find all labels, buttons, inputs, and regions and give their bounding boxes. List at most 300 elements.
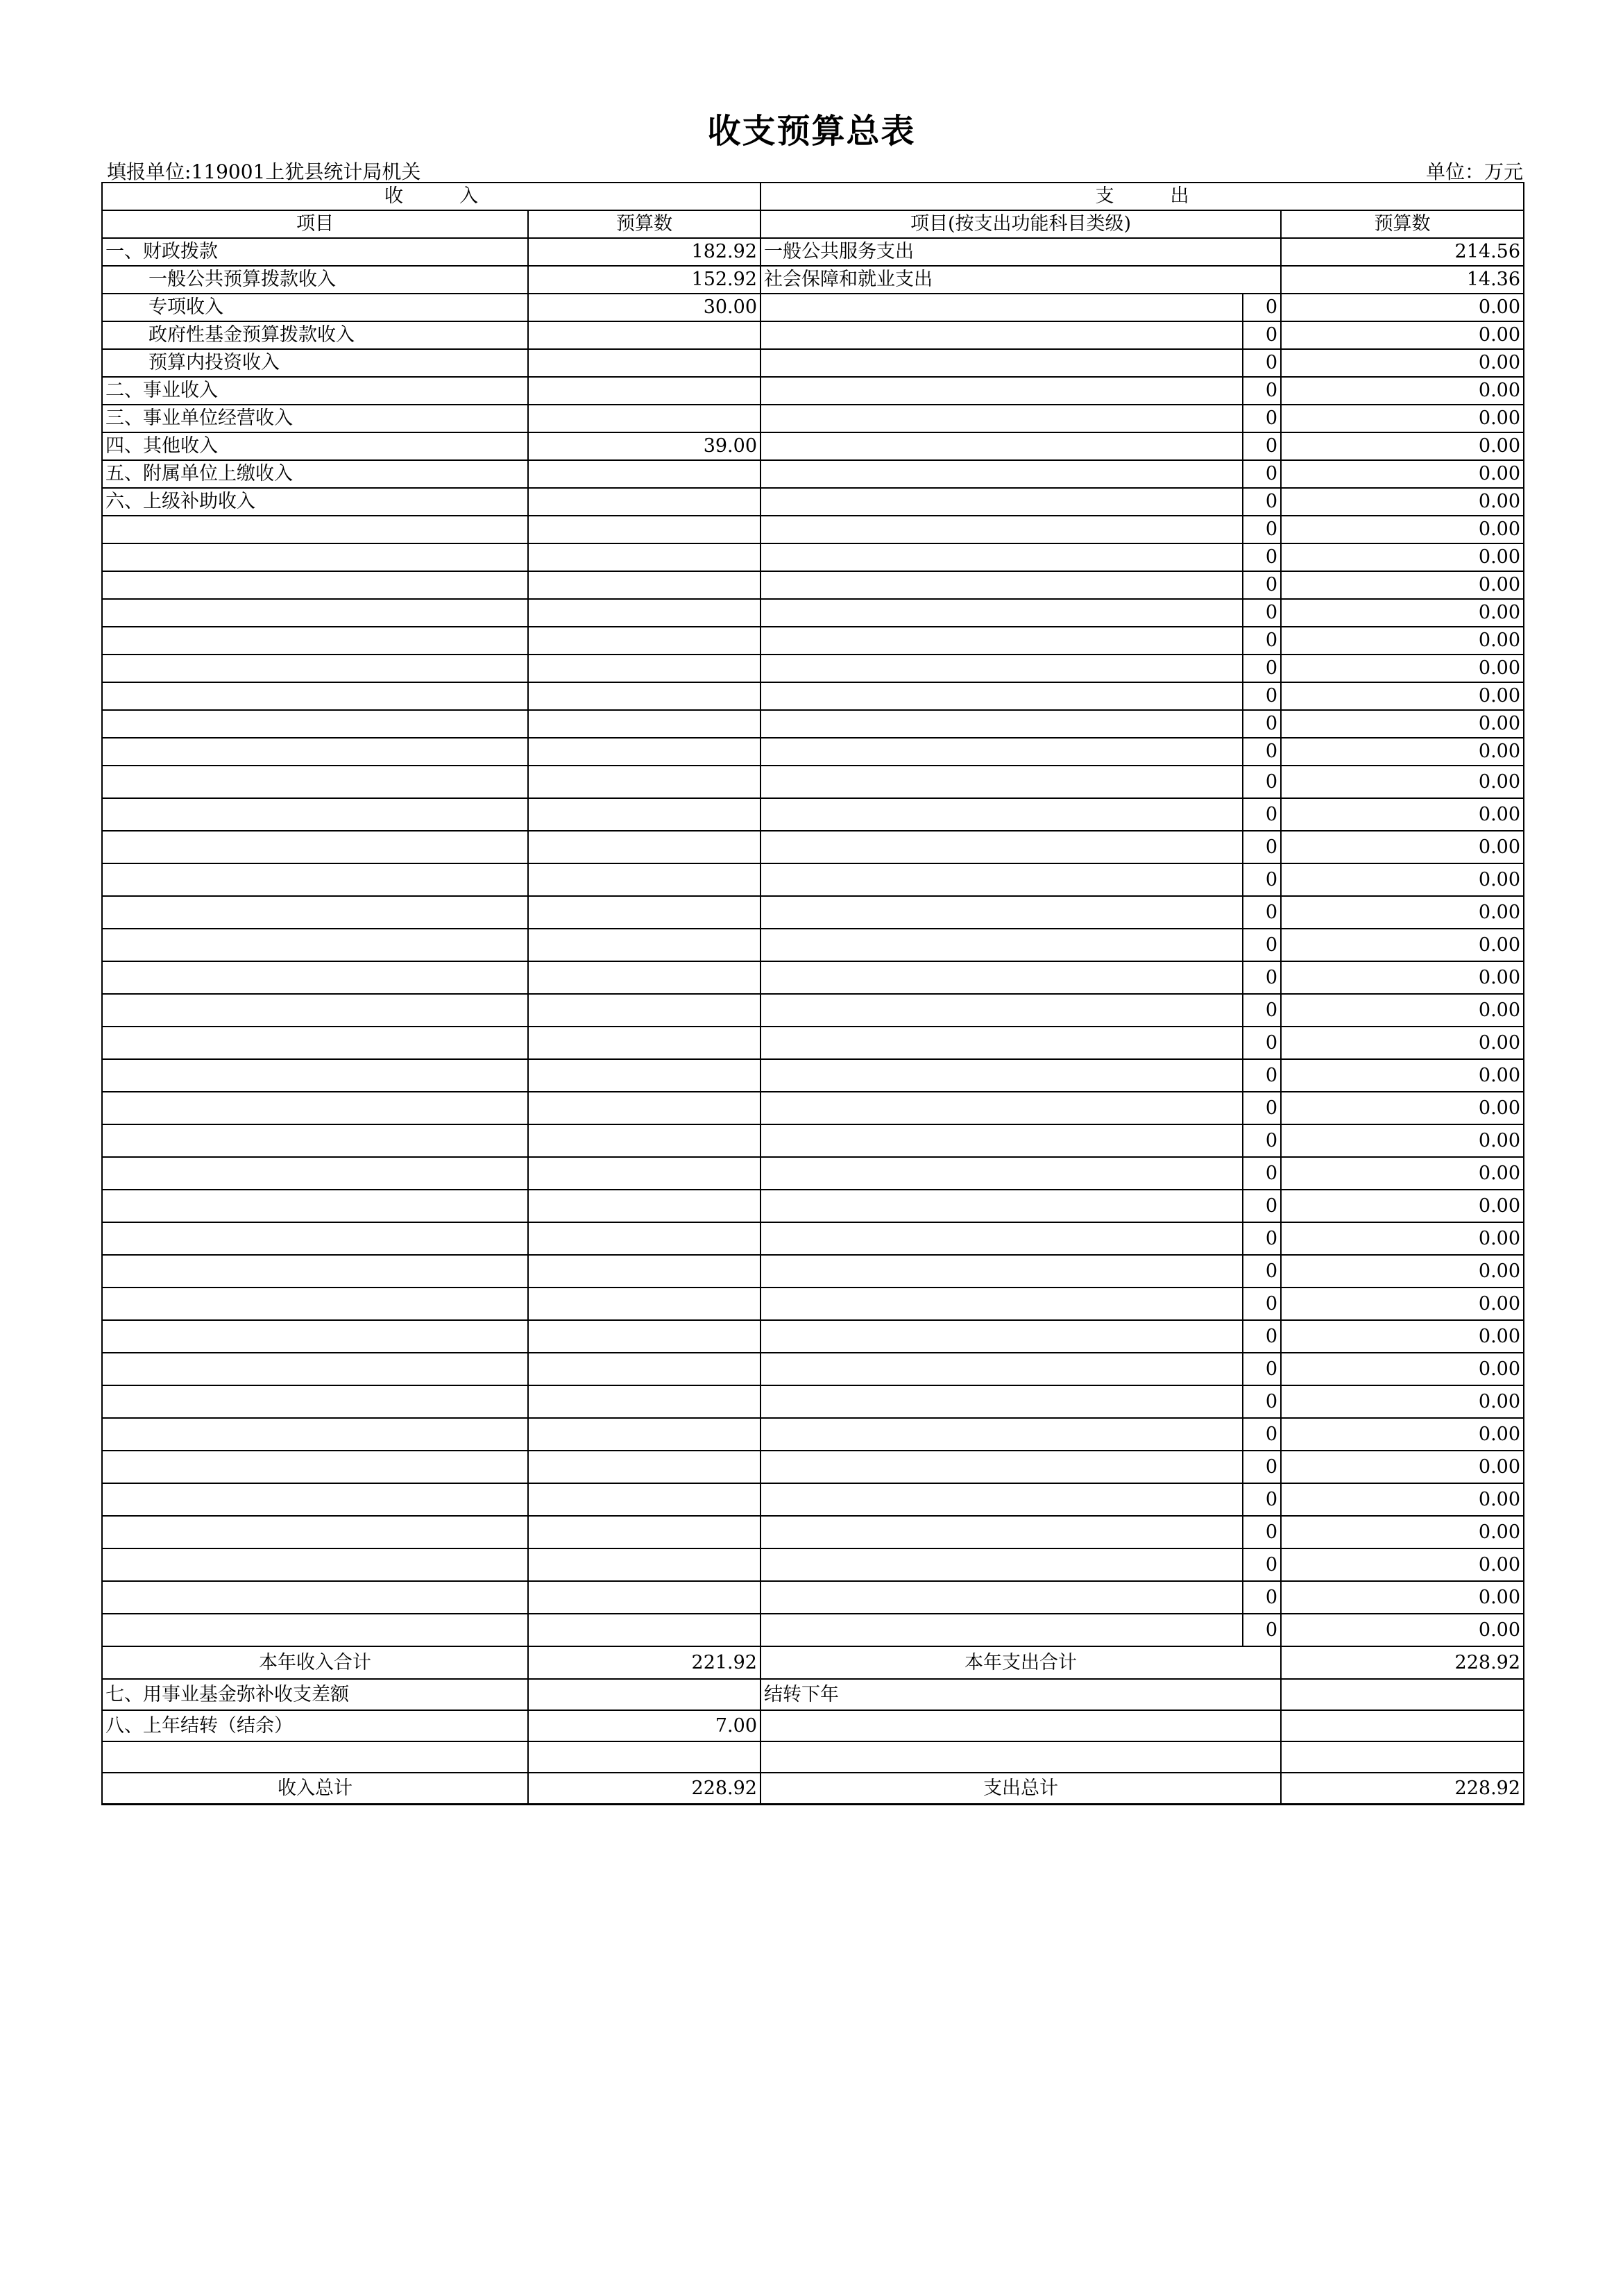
expense-item [760, 405, 1243, 432]
table-row [102, 266, 1524, 294]
table-body [102, 238, 1524, 1646]
table-row [102, 294, 1524, 321]
expense-item [760, 516, 1243, 543]
expense-value: 0.00 [1281, 1614, 1524, 1646]
income-value: 30.00 [528, 294, 760, 321]
expense-value: 0.00 [1281, 929, 1524, 961]
income-value [528, 1353, 760, 1385]
income-item-header: 项目 [102, 210, 528, 238]
income-value [528, 1157, 760, 1190]
income-item [102, 961, 528, 994]
income-item: 一、财政拨款 [102, 238, 528, 266]
table-row [102, 349, 1524, 377]
table-row [102, 238, 1524, 266]
expense-code: 0 [1243, 929, 1281, 961]
income-value [528, 1614, 760, 1646]
income-value [528, 831, 760, 863]
table-row [102, 994, 1524, 1027]
income-item [102, 863, 528, 896]
table-row [102, 405, 1524, 432]
table-row [102, 896, 1524, 929]
expense-item [760, 929, 1243, 961]
income-item: 一般公共预算拨款收入 [102, 266, 528, 294]
expense-code: 0 [1243, 1255, 1281, 1288]
income-item [102, 738, 528, 766]
table-row [102, 1385, 1524, 1418]
expense-code: 0 [1243, 1385, 1281, 1418]
income-item [102, 896, 528, 929]
income-item [102, 1190, 528, 1222]
income-item: 八、上年结转（结余） [102, 1710, 528, 1741]
expense-item [760, 377, 1243, 405]
expense-value: 0.00 [1281, 321, 1524, 349]
expense-item [760, 961, 1243, 994]
expense-value: 0.00 [1281, 627, 1524, 655]
expense-item [760, 682, 1243, 710]
expense-item [760, 863, 1243, 896]
table-row [102, 766, 1524, 798]
page-title: 收支预算总表 [707, 112, 916, 151]
income-item [102, 1741, 528, 1773]
table-row [102, 1288, 1524, 1320]
income-value: 39.00 [528, 432, 760, 460]
income-value [528, 1190, 760, 1222]
expense-value: 0.00 [1281, 1288, 1524, 1320]
expense-value: 0.00 [1281, 1581, 1524, 1614]
income-subtotal-label: 本年收入合计 [102, 1646, 528, 1679]
expense-value: 0.00 [1281, 682, 1524, 710]
income-value [528, 1741, 760, 1773]
income-item [102, 929, 528, 961]
expense-code: 0 [1243, 1320, 1281, 1353]
expense-code: 0 [1243, 1157, 1281, 1190]
income-item [102, 655, 528, 682]
expense-value: 0.00 [1281, 1418, 1524, 1451]
subtotal-row [102, 1646, 1524, 1679]
expense-item [760, 349, 1243, 377]
expense-code: 0 [1243, 294, 1281, 321]
income-total-value: 228.92 [528, 1773, 760, 1805]
income-item [102, 994, 528, 1027]
expense-code: 0 [1243, 863, 1281, 896]
expense-value: 0.00 [1281, 1548, 1524, 1581]
income-value [528, 1124, 760, 1157]
expense-value: 0.00 [1281, 432, 1524, 460]
expense-item [760, 488, 1243, 516]
expense-value: 0.00 [1281, 599, 1524, 627]
income-item [102, 1092, 528, 1124]
table-row [102, 599, 1524, 627]
income-item [102, 766, 528, 798]
expense-code: 0 [1243, 599, 1281, 627]
expense-code: 0 [1243, 766, 1281, 798]
table-row [102, 1483, 1524, 1516]
income-item [102, 682, 528, 710]
table-row [102, 460, 1524, 488]
table-row [102, 863, 1524, 896]
income-subtotal-value: 221.92 [528, 1646, 760, 1679]
income-item: 预算内投资收入 [102, 349, 528, 377]
expense-item [760, 1353, 1243, 1385]
expense-code: 0 [1243, 516, 1281, 543]
expense-value: 0.00 [1281, 863, 1524, 896]
expense-value: 0.00 [1281, 1092, 1524, 1124]
income-value [528, 863, 760, 896]
table-row [102, 1092, 1524, 1124]
expense-code: 0 [1243, 543, 1281, 571]
income-value [528, 655, 760, 682]
expense-code: 0 [1243, 710, 1281, 738]
table-row [102, 1741, 1524, 1773]
expense-value: 0.00 [1281, 571, 1524, 599]
expense-value: 0.00 [1281, 831, 1524, 863]
expense-item [760, 571, 1243, 599]
table-row [102, 1614, 1524, 1646]
expense-item [760, 655, 1243, 682]
table-row [102, 710, 1524, 738]
expense-item [760, 1581, 1243, 1614]
expense-item [760, 1092, 1243, 1124]
income-item [102, 571, 528, 599]
income-item [102, 543, 528, 571]
income-value [528, 405, 760, 432]
expense-value: 0.00 [1281, 405, 1524, 432]
expense-value: 0.00 [1281, 349, 1524, 377]
income-value [528, 766, 760, 798]
income-item [102, 1288, 528, 1320]
expense-item [760, 798, 1243, 831]
table-row [102, 831, 1524, 863]
expense-value: 0.00 [1281, 1385, 1524, 1418]
expense-value: 0.00 [1281, 1222, 1524, 1255]
expense-code: 0 [1243, 460, 1281, 488]
table-row [102, 1124, 1524, 1157]
income-item [102, 516, 528, 543]
expense-item [760, 294, 1243, 321]
expense-item [760, 1418, 1243, 1451]
expense-item [760, 599, 1243, 627]
expense-value: 0.00 [1281, 710, 1524, 738]
expense-budget-header: 预算数 [1281, 210, 1524, 238]
expense-item [760, 1483, 1243, 1516]
expense-code: 0 [1243, 798, 1281, 831]
table-row [102, 1581, 1524, 1614]
expense-total-value: 228.92 [1281, 1773, 1524, 1805]
income-value [528, 377, 760, 405]
income-item [102, 1124, 528, 1157]
expense-item [760, 1288, 1243, 1320]
income-total-label: 收入总计 [102, 1773, 528, 1805]
expense-code: 0 [1243, 1516, 1281, 1548]
income-value [528, 994, 760, 1027]
expense-item [760, 738, 1243, 766]
table-row [102, 1222, 1524, 1255]
expense-value: 0.00 [1281, 294, 1524, 321]
income-value [528, 460, 760, 488]
currency-unit: 单位：万元 [1425, 160, 1523, 183]
expense-value: 0.00 [1281, 798, 1524, 831]
expense-value: 0.00 [1281, 655, 1524, 682]
expense-value: 0.00 [1281, 1516, 1524, 1548]
expense-code: 0 [1243, 1451, 1281, 1483]
table-row [102, 1059, 1524, 1092]
expense-subtotal-value: 228.92 [1281, 1646, 1524, 1679]
income-item [102, 1157, 528, 1190]
income-value [528, 349, 760, 377]
expense-item [760, 460, 1243, 488]
table-row [102, 798, 1524, 831]
expense-value: 0.00 [1281, 1483, 1524, 1516]
expense-item [760, 1548, 1243, 1581]
expense-value: 0.00 [1281, 1320, 1524, 1353]
income-item: 政府性基金预算拨款收入 [102, 321, 528, 349]
expense-code: 0 [1243, 1288, 1281, 1320]
income-item: 六、上级补助收入 [102, 488, 528, 516]
expense-item [760, 1157, 1243, 1190]
income-item [102, 1614, 528, 1646]
expense-value [1281, 1741, 1524, 1773]
expense-code: 0 [1243, 1548, 1281, 1581]
table-row [102, 571, 1524, 599]
expense-item [760, 1190, 1243, 1222]
expense-code: 0 [1243, 1190, 1281, 1222]
income-item: 二、事业收入 [102, 377, 528, 405]
expense-item [760, 432, 1243, 460]
expense-item [760, 1741, 1281, 1773]
income-item [102, 1418, 528, 1451]
expense-item [760, 1614, 1243, 1646]
expense-item [760, 627, 1243, 655]
table-row [102, 627, 1524, 655]
expense-code: 0 [1243, 896, 1281, 929]
expense-value: 14.36 [1281, 266, 1524, 294]
grand-total-row [102, 1773, 1524, 1805]
income-value [528, 961, 760, 994]
table-row [102, 1320, 1524, 1353]
table-row [102, 655, 1524, 682]
expense-item: 结转下年 [760, 1679, 1281, 1710]
expense-value: 0.00 [1281, 1059, 1524, 1092]
expense-code: 0 [1243, 994, 1281, 1027]
income-item [102, 1255, 528, 1288]
expense-code: 0 [1243, 1418, 1281, 1451]
income-budget-header: 预算数 [528, 210, 760, 238]
income-value [528, 896, 760, 929]
income-item: 专项收入 [102, 294, 528, 321]
income-value [528, 516, 760, 543]
table-row [102, 1548, 1524, 1581]
expense-item [760, 1451, 1243, 1483]
income-value [528, 1255, 760, 1288]
table-row [102, 961, 1524, 994]
expense-code: 0 [1243, 488, 1281, 516]
income-item [102, 831, 528, 863]
expense-code: 0 [1243, 1353, 1281, 1385]
expense-value: 0.00 [1281, 1027, 1524, 1059]
income-item [102, 1483, 528, 1516]
income-value [528, 571, 760, 599]
table-row [102, 1451, 1524, 1483]
income-value [528, 1288, 760, 1320]
expense-code: 0 [1243, 1059, 1281, 1092]
expense-value: 0.00 [1281, 1353, 1524, 1385]
income-item: 三、事业单位经营收入 [102, 405, 528, 432]
expense-value: 0.00 [1281, 516, 1524, 543]
expense-item [760, 1385, 1243, 1418]
expense-code: 0 [1243, 1483, 1281, 1516]
column-header-row [102, 210, 1524, 238]
income-item [102, 599, 528, 627]
income-value [528, 1483, 760, 1516]
table-row [102, 432, 1524, 460]
expense-value: 0.00 [1281, 738, 1524, 766]
income-item [102, 1385, 528, 1418]
table-row [102, 1353, 1524, 1385]
expense-value: 0.00 [1281, 766, 1524, 798]
expense-value: 0.00 [1281, 896, 1524, 929]
budget-summary-table [101, 182, 1524, 1805]
table-row [102, 1679, 1524, 1710]
table-row [102, 682, 1524, 710]
expense-code: 0 [1243, 405, 1281, 432]
income-value [528, 1222, 760, 1255]
income-item [102, 710, 528, 738]
expense-item [760, 766, 1243, 798]
income-value: 152.92 [528, 266, 760, 294]
income-value [528, 1320, 760, 1353]
expense-code: 0 [1243, 961, 1281, 994]
expense-code: 0 [1243, 627, 1281, 655]
table-row [102, 1418, 1524, 1451]
income-value [528, 543, 760, 571]
income-value [528, 1385, 760, 1418]
table-row [102, 377, 1524, 405]
expense-code: 0 [1243, 1027, 1281, 1059]
table-row [102, 1027, 1524, 1059]
income-value [528, 798, 760, 831]
table-row [102, 1190, 1524, 1222]
expense-value: 0.00 [1281, 961, 1524, 994]
expense-code: 0 [1243, 655, 1281, 682]
expense-value [1281, 1710, 1524, 1741]
income-value [528, 488, 760, 516]
income-item [102, 1222, 528, 1255]
expense-value: 0.00 [1281, 488, 1524, 516]
income-value [528, 1092, 760, 1124]
income-value [528, 599, 760, 627]
expense-code: 0 [1243, 432, 1281, 460]
expense-value [1281, 1679, 1524, 1710]
table-row [102, 1255, 1524, 1288]
table-row [102, 1516, 1524, 1548]
expense-item: 一般公共服务支出 [760, 238, 1281, 266]
income-value [528, 1581, 760, 1614]
expense-code: 0 [1243, 831, 1281, 863]
expense-item [760, 710, 1243, 738]
expense-total-label: 支出总计 [760, 1773, 1281, 1805]
expense-value: 0.00 [1281, 1255, 1524, 1288]
expense-section-header: 支 出 [760, 183, 1524, 210]
income-value [528, 627, 760, 655]
table-row [102, 1157, 1524, 1190]
expense-value: 0.00 [1281, 377, 1524, 405]
income-value [528, 738, 760, 766]
income-value [528, 1418, 760, 1451]
expense-code: 0 [1243, 349, 1281, 377]
expense-item [760, 831, 1243, 863]
income-item [102, 627, 528, 655]
expense-value: 0.00 [1281, 1451, 1524, 1483]
income-item [102, 1059, 528, 1092]
income-item [102, 1581, 528, 1614]
table-row [102, 516, 1524, 543]
expense-item [760, 1027, 1243, 1059]
expense-code: 0 [1243, 377, 1281, 405]
expense-value: 0.00 [1281, 994, 1524, 1027]
income-value [528, 1027, 760, 1059]
expense-code: 0 [1243, 682, 1281, 710]
income-value [528, 710, 760, 738]
income-value [528, 1548, 760, 1581]
expense-code: 0 [1243, 1581, 1281, 1614]
expense-code: 0 [1243, 738, 1281, 766]
income-item [102, 798, 528, 831]
income-section-header: 收 入 [102, 183, 760, 210]
expense-code: 0 [1243, 1092, 1281, 1124]
expense-item: 社会保障和就业支出 [760, 266, 1281, 294]
expense-item [760, 1124, 1243, 1157]
expense-item [760, 1320, 1243, 1353]
expense-subtotal-label: 本年支出合计 [760, 1646, 1281, 1679]
income-value: 7.00 [528, 1710, 760, 1741]
income-item [102, 1353, 528, 1385]
expense-item [760, 1255, 1243, 1288]
expense-code: 0 [1243, 321, 1281, 349]
expense-code: 0 [1243, 571, 1281, 599]
expense-value: 214.56 [1281, 238, 1524, 266]
expense-value: 0.00 [1281, 460, 1524, 488]
expense-code: 0 [1243, 1614, 1281, 1646]
expense-item [760, 1516, 1243, 1548]
income-item [102, 1516, 528, 1548]
income-item: 七、用事业基金弥补收支差额 [102, 1679, 528, 1710]
income-value [528, 1516, 760, 1548]
table-row [102, 738, 1524, 766]
income-value [528, 1451, 760, 1483]
income-item [102, 1027, 528, 1059]
expense-code: 0 [1243, 1124, 1281, 1157]
income-value [528, 1059, 760, 1092]
expense-item [760, 321, 1243, 349]
expense-item [760, 1222, 1243, 1255]
table-row [102, 488, 1524, 516]
income-item [102, 1548, 528, 1581]
expense-item [760, 543, 1243, 571]
income-item: 五、附属单位上缴收入 [102, 460, 528, 488]
expense-value: 0.00 [1281, 543, 1524, 571]
table-row [102, 321, 1524, 349]
table-row [102, 543, 1524, 571]
expense-item [760, 1710, 1281, 1741]
expense-item [760, 896, 1243, 929]
income-value [528, 929, 760, 961]
expense-item [760, 994, 1243, 1027]
reporting-unit: 填报单位:119001上犹县统计局机关 [107, 160, 421, 183]
income-value [528, 321, 760, 349]
expense-item [760, 1059, 1243, 1092]
income-value [528, 682, 760, 710]
income-item [102, 1451, 528, 1483]
